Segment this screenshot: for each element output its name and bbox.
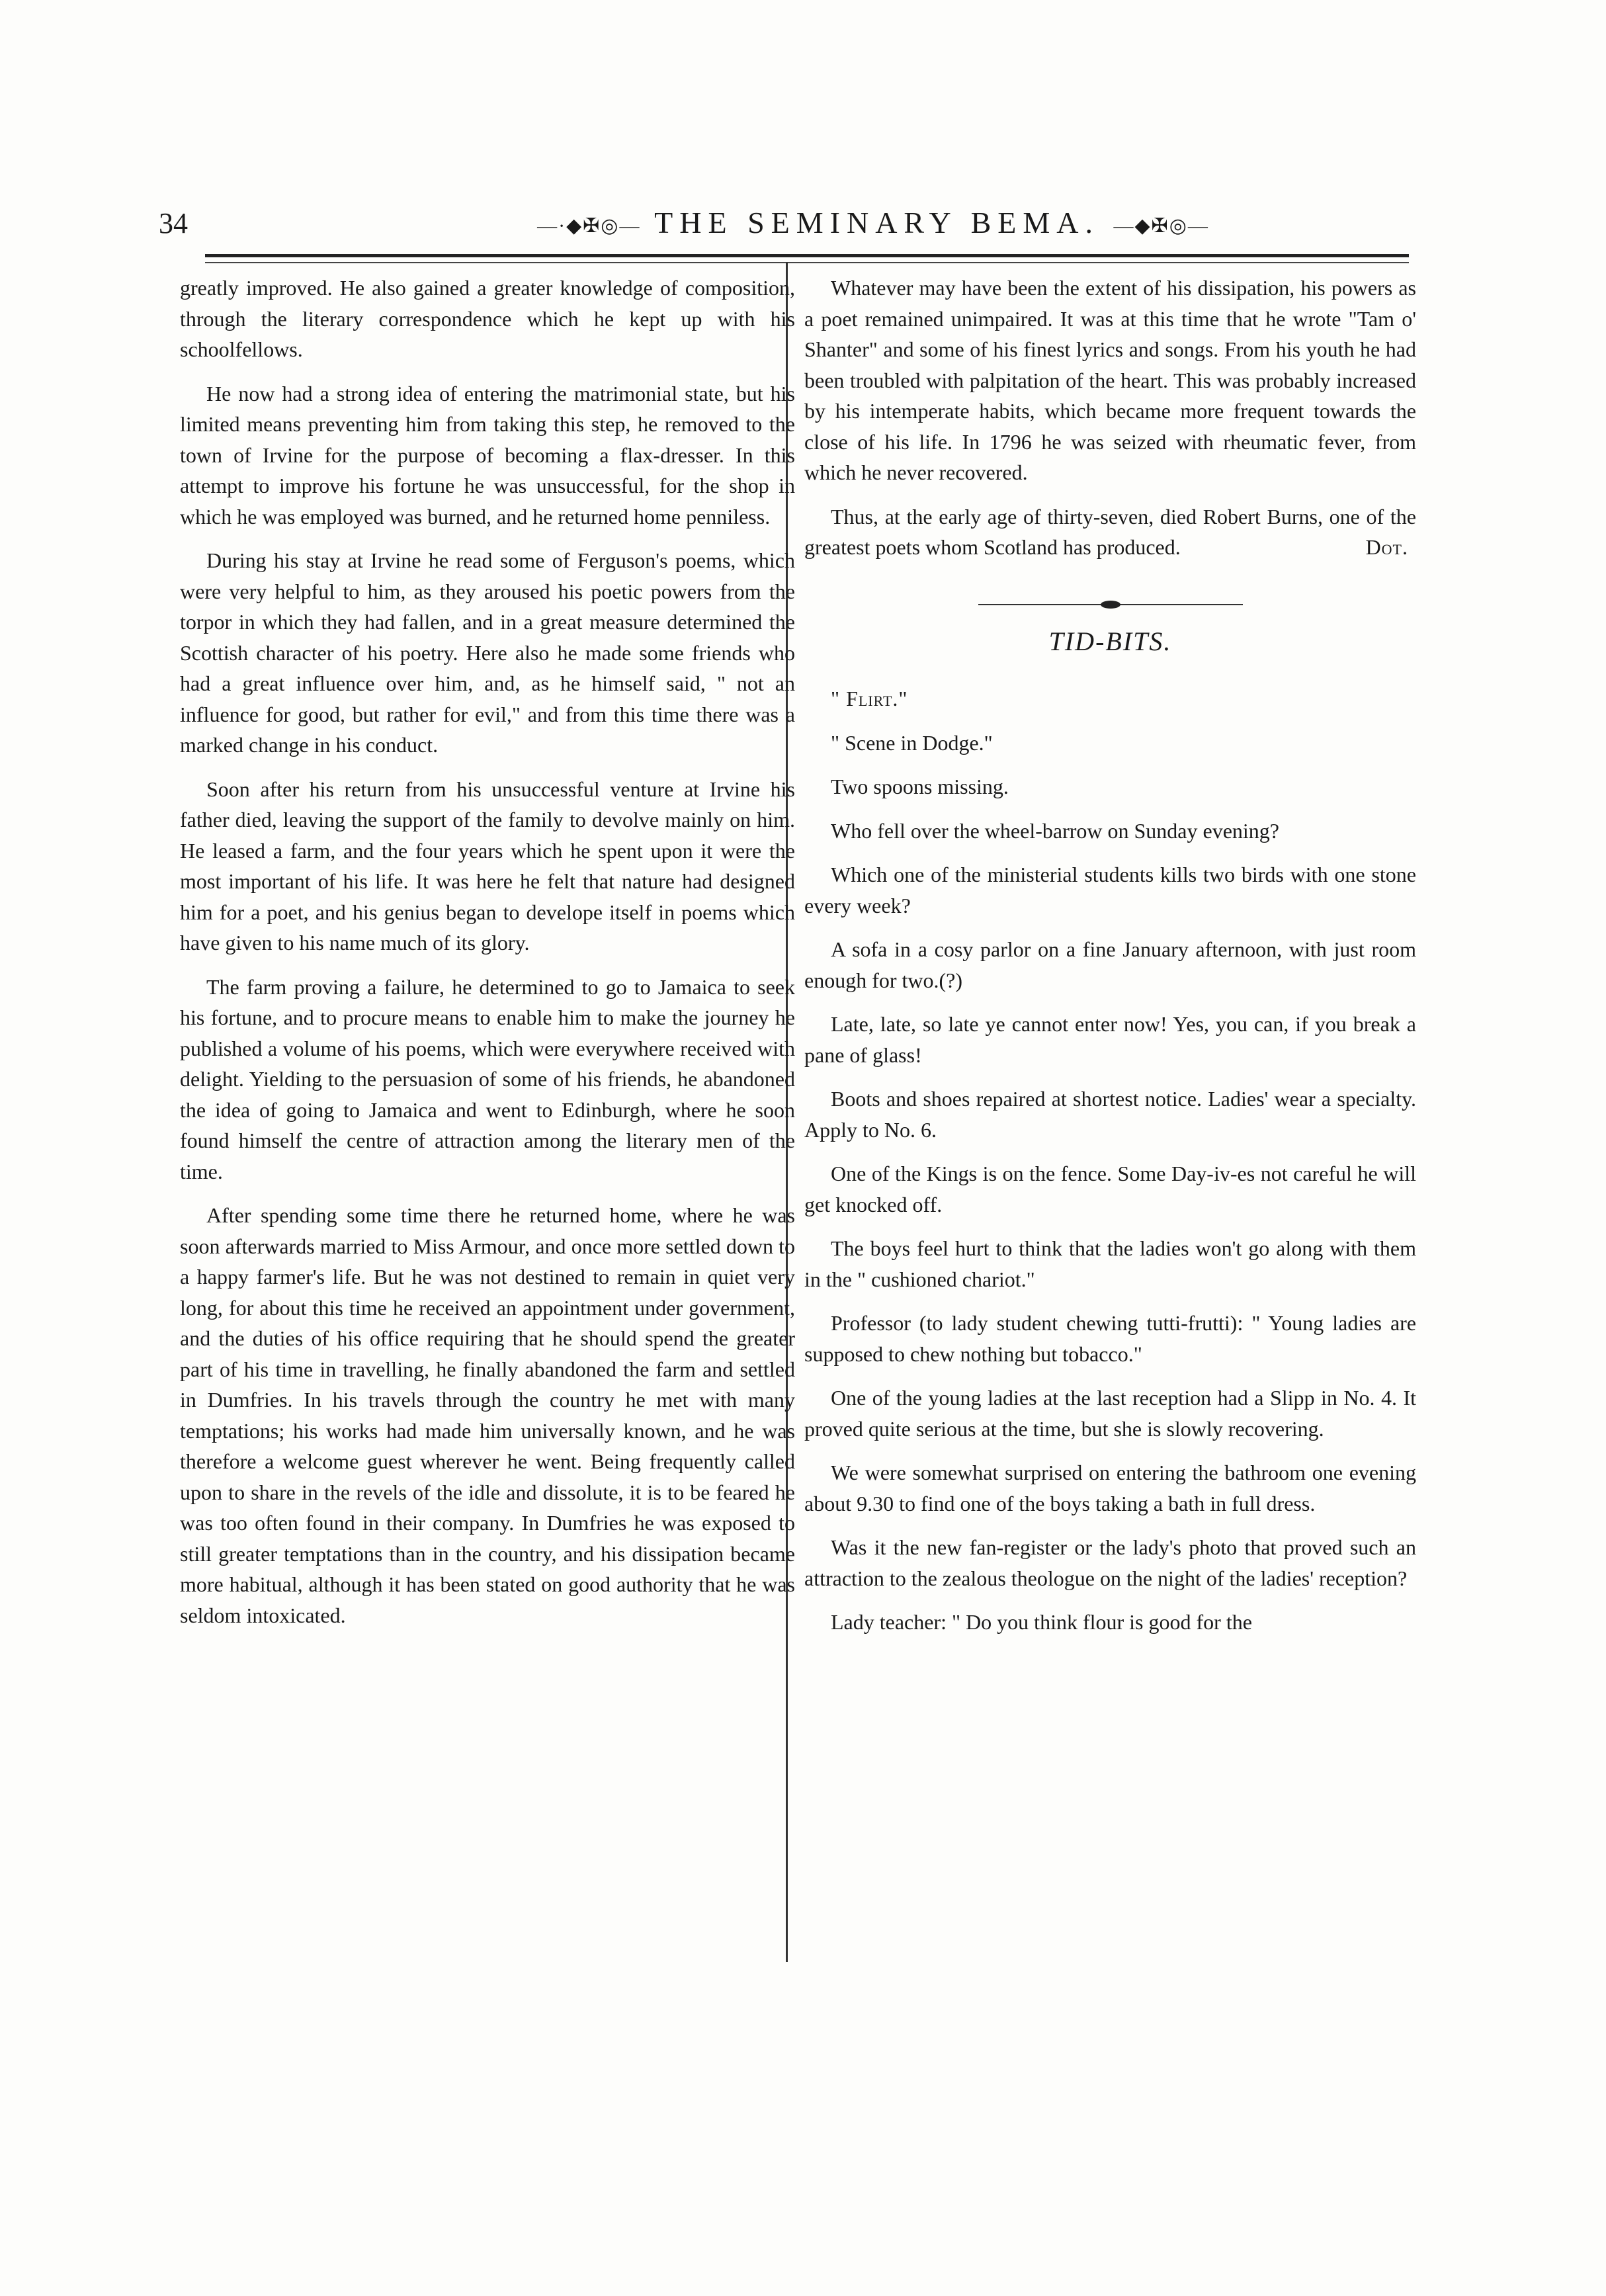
page-number: 34: [159, 207, 188, 239]
tidbit: Two spoons missing.: [831, 775, 1009, 798]
section-divider: [978, 600, 1243, 609]
article-paragraph: greatly improved. He also gained a greater knowledge of composition, through the literary correspondence which he kept up with his schoolfellows.: [180, 276, 795, 361]
right-column: [804, 273, 1416, 1651]
tidbit: Lady teacher: " Do you think flour is good for the: [831, 1610, 1252, 1634]
masthead: [377, 205, 1369, 240]
article-paragraph: During his stay at Irvine he read some of Ferguson's poems, which were very helpful to him, as they aroused his poetic powers from the torpor in which they had fallen, and in a great measure determined the Scottish character of his poetry. Here also he made some friends who had a great influence over him, and, as he himself said, " not an influence for good, but rather for evil," and from this time there was a marked change in his conduct.: [180, 548, 795, 757]
article-paragraph: The farm proving a failure, he determined to go to Jamaica to seek his fortune, and to procure means to enable him to make the journey he published a volume of his poems, which were everywhere received with delight. Yielding to the persuasion of some of his friends, he abandoned the idea of going to Jamaica and went to Edinburgh, where he soon found himself the centre of attraction among the literary men of the time.: [180, 974, 795, 1183]
article-paragraph: After spending some time there he returned home, where he was soon afterwards married to Miss Armour, and once more settled down to a happy farmer's life. But he was not destined to remain in quiet very long, for about this time he received an appointment under government, and the duties of his office requiring that he should spend the greater part of his time in travelling, he finally abandoned the farm and settled in Dumfries. In his travels through the country he met with many temptations; his works had made him universally known, and he was therefore a welcome guest wherever he went. Being frequently called upon to share in the revels of the idle and dissolute, it is to be feared he was too often found in their company. In Dumfries he was exposed to still greater temptations than in the country, and his dissipation became more habitual, although it has been stated on good authority that he was seldom intoxicated.: [180, 1203, 795, 1627]
article-closing: [804, 501, 1416, 563]
article-paragraph: Soon after his return from his unsuccessful venture at Irvine his father died, leaving the support of the family to devolve mainly on him. He leased a farm, and the four years which he spent upon it were the most important of his life. It was here he felt that nature had designed him for a poet, and his genius began to develope itself in poems which have given to his name much of its glory.: [180, 777, 795, 955]
tidbit: The boys feel hurt to think that the ladies won't go along with them in the " cushioned chariot.": [804, 1236, 1416, 1291]
tidbit: A sofa in a cosy parlor on a fine January afternoon, with just room enough for two.(?): [804, 937, 1416, 992]
left-column: [180, 273, 795, 1644]
header-rule-thin: [205, 262, 1409, 263]
article-paragraph: Whatever may have been the extent of his dissipation, his powers as a poet remained unimpaired. It was at this time that he wrote "Tam o' Shanter" and some of his finest lyrics and songs. From his youth he had been troubled with palpitation of the heart. This was probably increased by his intemperate habits, which became more frequent towards the close of his life. In 1796 he was seized with rheumatic fever, from which he never recovered.: [804, 276, 1416, 484]
tidbit: Late, late, so late ye cannot enter now! Yes, you can, if you break a pane of glass!: [804, 1012, 1416, 1067]
tidbit: Was it the new fan-register or the lady's photo that proved such an attraction to the zealous theologue on the night of the ladies' reception?: [804, 1535, 1416, 1590]
tidbit: Professor (to lady student chewing tutti-frutti): " Young ladies are supposed to chew nothing but tobacco.": [804, 1311, 1416, 1366]
tidbit: We were somewhat surprised on entering the bathroom one evening about 9.30 to find one of the boys taking a bath in full dress.: [804, 1461, 1416, 1515]
tidbit: Which one of the ministerial students kills two birds with one stone every week?: [804, 863, 1416, 917]
divider-ornament: [1101, 601, 1120, 609]
closing-text: Thus, at the early age of thirty-seven, died Robert Burns, one of the greatest poets whom Scotland has produced.: [804, 504, 1416, 559]
header-rule-thick: [205, 254, 1409, 257]
author-signature: Dot.: [1365, 535, 1408, 559]
ornament-left: —·◆✠◎—: [537, 214, 641, 237]
masthead-title: THE SEMINARY BEMA.: [654, 206, 1099, 239]
section-title: TID-BITS.: [1048, 626, 1172, 656]
tidbit: " Flirt.": [831, 687, 908, 710]
tidbit: " Scene in Dodge.": [831, 730, 993, 755]
article-paragraph: He now had a strong idea of entering the matrimonial state, but his limited means preventing him from taking this step, he removed to the town of Irvine for the purpose of becoming a flax-dresser. In this attempt to improve his fortune he was unsuccessful, for the shop in which he was employed was burned, and he returned home penniless.: [180, 381, 795, 529]
tidbit: One of the young ladies at the last reception had a Slipp in No. 4. It proved quite serious at the time, but she is slowly recovering.: [804, 1386, 1416, 1441]
tidbit: Boots and shoes repaired at shortest notice. Ladies' wear a specialty. Apply to No. 6.: [804, 1087, 1416, 1142]
page-header: [159, 198, 1409, 258]
tidbit: Who fell over the wheel-barrow on Sunday evening?: [831, 818, 1279, 843]
tidbit: One of the Kings is on the fence. Some Day-iv-es not careful he will get knocked off.: [804, 1162, 1416, 1216]
ornament-right: —◆✠◎—: [1113, 214, 1209, 237]
